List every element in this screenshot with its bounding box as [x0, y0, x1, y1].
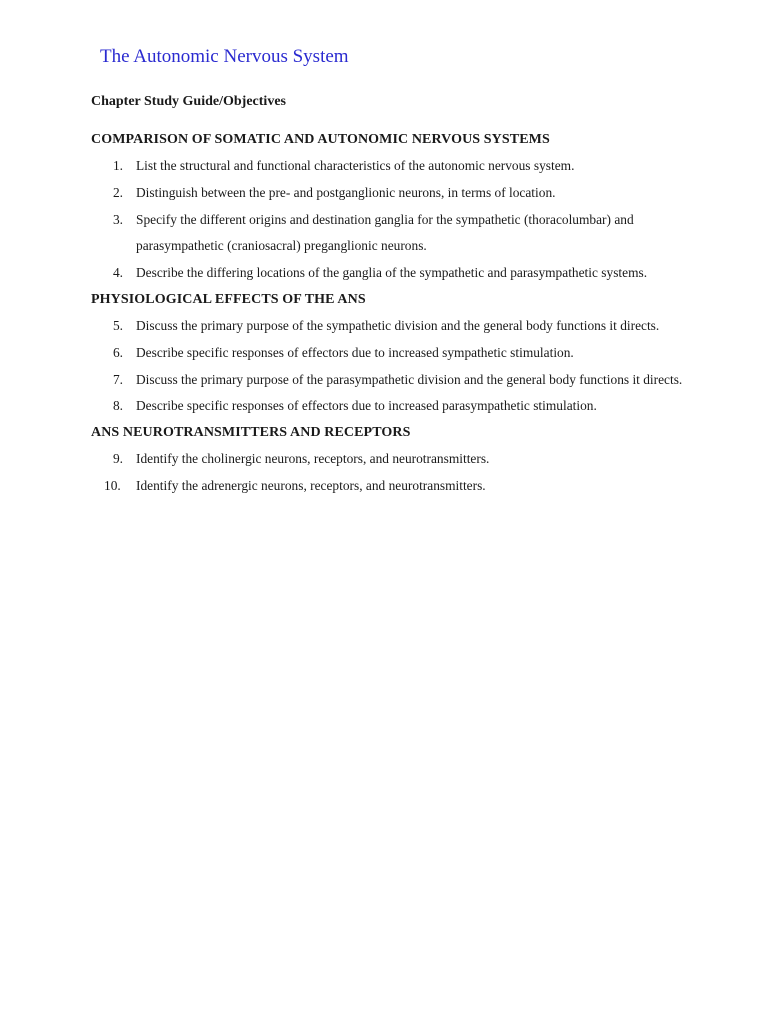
objective-item	[91, 207, 691, 261]
section-heading: ANS NEUROTRANSMITTERS AND RECEPTORS	[91, 425, 411, 441]
objective-text: List the structural and functional characteristics of the autonomic nervous system.	[136, 158, 575, 173]
objective-number: 4.	[112, 265, 123, 281]
objective-text: Specify the different origins and destination ganglia for the sympathetic (thoracolumbar) and parasympathetic (craniosacral) preganglionic neurons.	[136, 211, 634, 254]
objective-text: Describe specific responses of effectors due to increased sympathetic stimulation.	[136, 344, 574, 360]
objective-number: 3.	[112, 211, 123, 227]
objective-number: 2.	[112, 184, 123, 200]
objective-text: Describe specific responses of effectors due to increased parasympathetic stimulation.	[136, 398, 597, 414]
section-heading: PHYSIOLOGICAL EFFECTS OF THE ANS	[91, 291, 366, 307]
objective-number: 6.	[112, 344, 123, 360]
objective-text: Identify the cholinergic neurons, receptors, and neurotransmitters.	[136, 451, 490, 467]
objective-item	[91, 260, 691, 287]
objective-item	[91, 393, 691, 420]
document-title: The Autonomic Nervous System	[100, 46, 349, 67]
objective-number: 10.	[104, 477, 121, 493]
objective-number: 9.	[112, 451, 123, 467]
objectives-list	[91, 446, 691, 500]
objective-item	[91, 340, 691, 367]
document-subtitle: Chapter Study Guide/Objectives	[91, 94, 286, 109]
objective-item	[91, 473, 691, 500]
objective-number: 1.	[112, 158, 123, 173]
objective-item	[91, 446, 691, 473]
objective-text: Discuss the primary purpose of the parasympathetic division and the general body functions it directs.	[136, 371, 683, 387]
objective-item	[91, 180, 691, 207]
objective-item	[91, 313, 691, 340]
objectives-content	[91, 127, 691, 500]
objective-text: Identify the adrenergic neurons, receptors, and neurotransmitters.	[136, 477, 486, 493]
objectives-list	[91, 313, 691, 420]
objective-item	[91, 367, 691, 394]
objective-number: 8.	[112, 398, 123, 414]
objective-text: Distinguish between the pre- and postganglionic neurons, in terms of location.	[136, 184, 556, 200]
objective-number: 7.	[112, 371, 123, 387]
section-heading: COMPARISON OF SOMATIC AND AUTONOMIC NERVOUS SYSTEMS	[91, 132, 550, 147]
objectives-list	[91, 153, 691, 287]
objective-text: Describe the differing locations of the ganglia of the sympathetic and parasympathetic systems.	[136, 265, 648, 281]
objective-item	[91, 153, 691, 180]
objective-number: 5.	[112, 317, 123, 333]
objective-text: Discuss the primary purpose of the sympathetic division and the general body functions it directs.	[136, 317, 660, 333]
